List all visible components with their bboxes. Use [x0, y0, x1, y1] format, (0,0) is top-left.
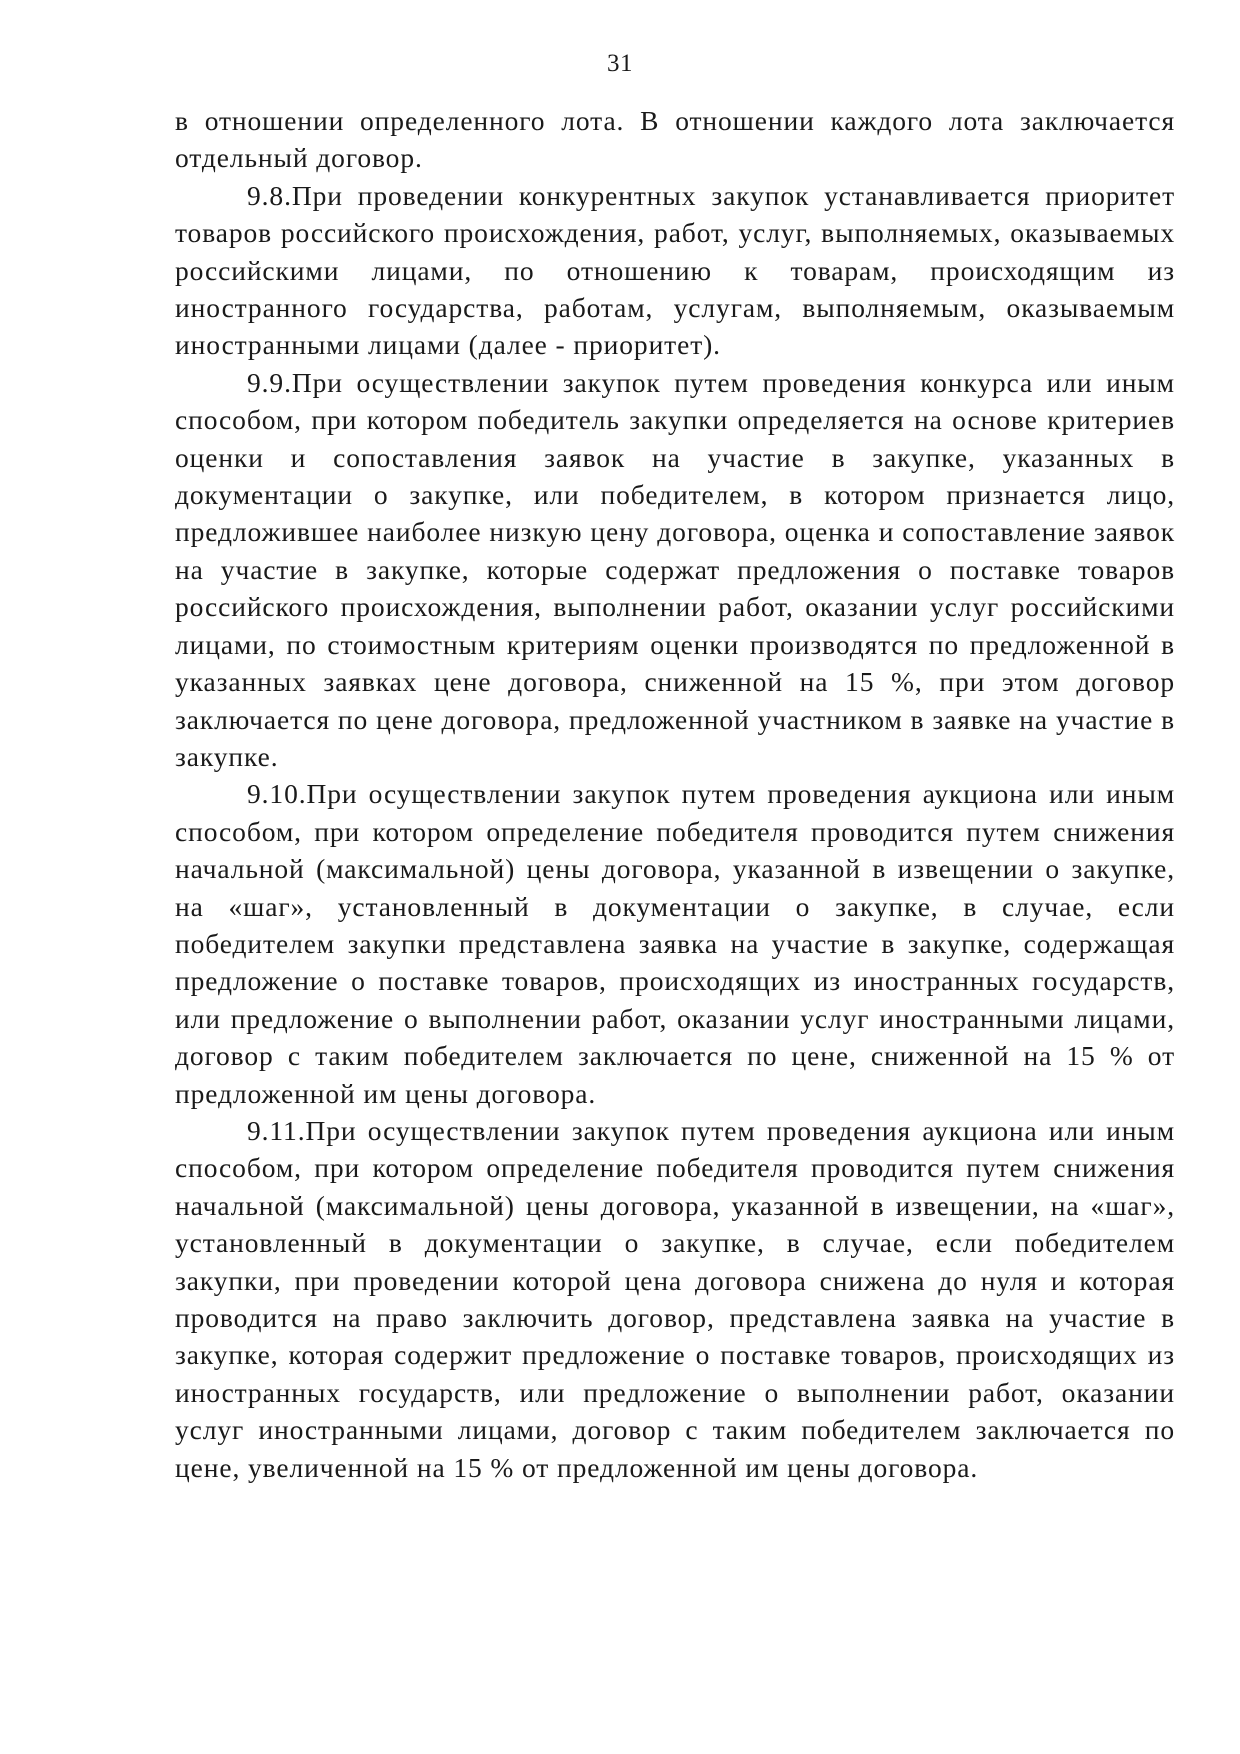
paragraph-9-8-priority: 9.8.При проведении конкурентных закупок устанавливается приоритет товаров российского происхождения, работ, услуг, выполняемых, оказываемых российскими лицами, по отношению к товарам, происходящим из иностранного государства, работам, услугам, выполняемым, оказываемым иностранными лицами (далее - приоритет). [175, 179, 1175, 361]
paragraph-9-9-competition: 9.9.При осуществлении закупок путем проведения конкурса или иным способом, при котором победитель закупки определяется на основе критериев оценки и сопоставления заявок на участие в закупке, указанных в документации о закупке, или победителем, в котором признается лицо, предложившее наиболее низкую цену договора, оценка и сопоставление заявок на участие в закупке, которые содержат предложения о поставке товаров российского происхождения, выполнении работ, оказании услуг российскими лицами, по стоимостным критериям оценки производятся по предложенной в указанных заявках цене договора, сниженной на 15 %, при этом договор заключается по цене договора, предложенной участником в заявке на участие в закупке. [175, 366, 1175, 772]
paragraph-9-10-auction: 9.10.При осуществлении закупок путем проведения аукциона или иным способом, при котором определение победителя проводится путем снижения начальной (максимальной) цены договора, указанной в извещении о закупке, на «шаг», установленный в документации о закупке, в случае, если победителем закупки представлена заявка на участие в закупке, содержащая предложение о поставке товаров, происходящих из иностранных государств, или предложение о выполнении работ, оказании услуг иностранными лицами, договор с таким победителем заключается по цене, сниженной на 15 % от предложенной им цены договора. [175, 778, 1175, 1109]
paragraph-9-11-auction-zero-price: 9.11.При осуществлении закупок путем проведения аукциона или иным способом, при котором определение победителя проводится путем снижения начальной (максимальной) цены договора, указанной в извещении, на «шаг», установленный в документации о закупке, в случае, если победителем закупки, при проведении которой цена договора снижена до нуля и которая проводится на право заключить договор, представлена заявка на участие в закупке, которая содержит предложение о поставке товаров, происходящих из иностранных государств, или предложение о выполнении работ, оказании услуг иностранными лицами, договор с таким победителем заключается по цене, увеличенной на 15 % от предложенной им цены договора. [175, 1114, 1175, 1483]
paragraph-lot-contract: в отношении определенного лота. В отношении каждого лота заключается отдельный договор. [175, 105, 1175, 174]
document-body [175, 102, 1175, 1486]
page-number: 31 [607, 50, 633, 77]
